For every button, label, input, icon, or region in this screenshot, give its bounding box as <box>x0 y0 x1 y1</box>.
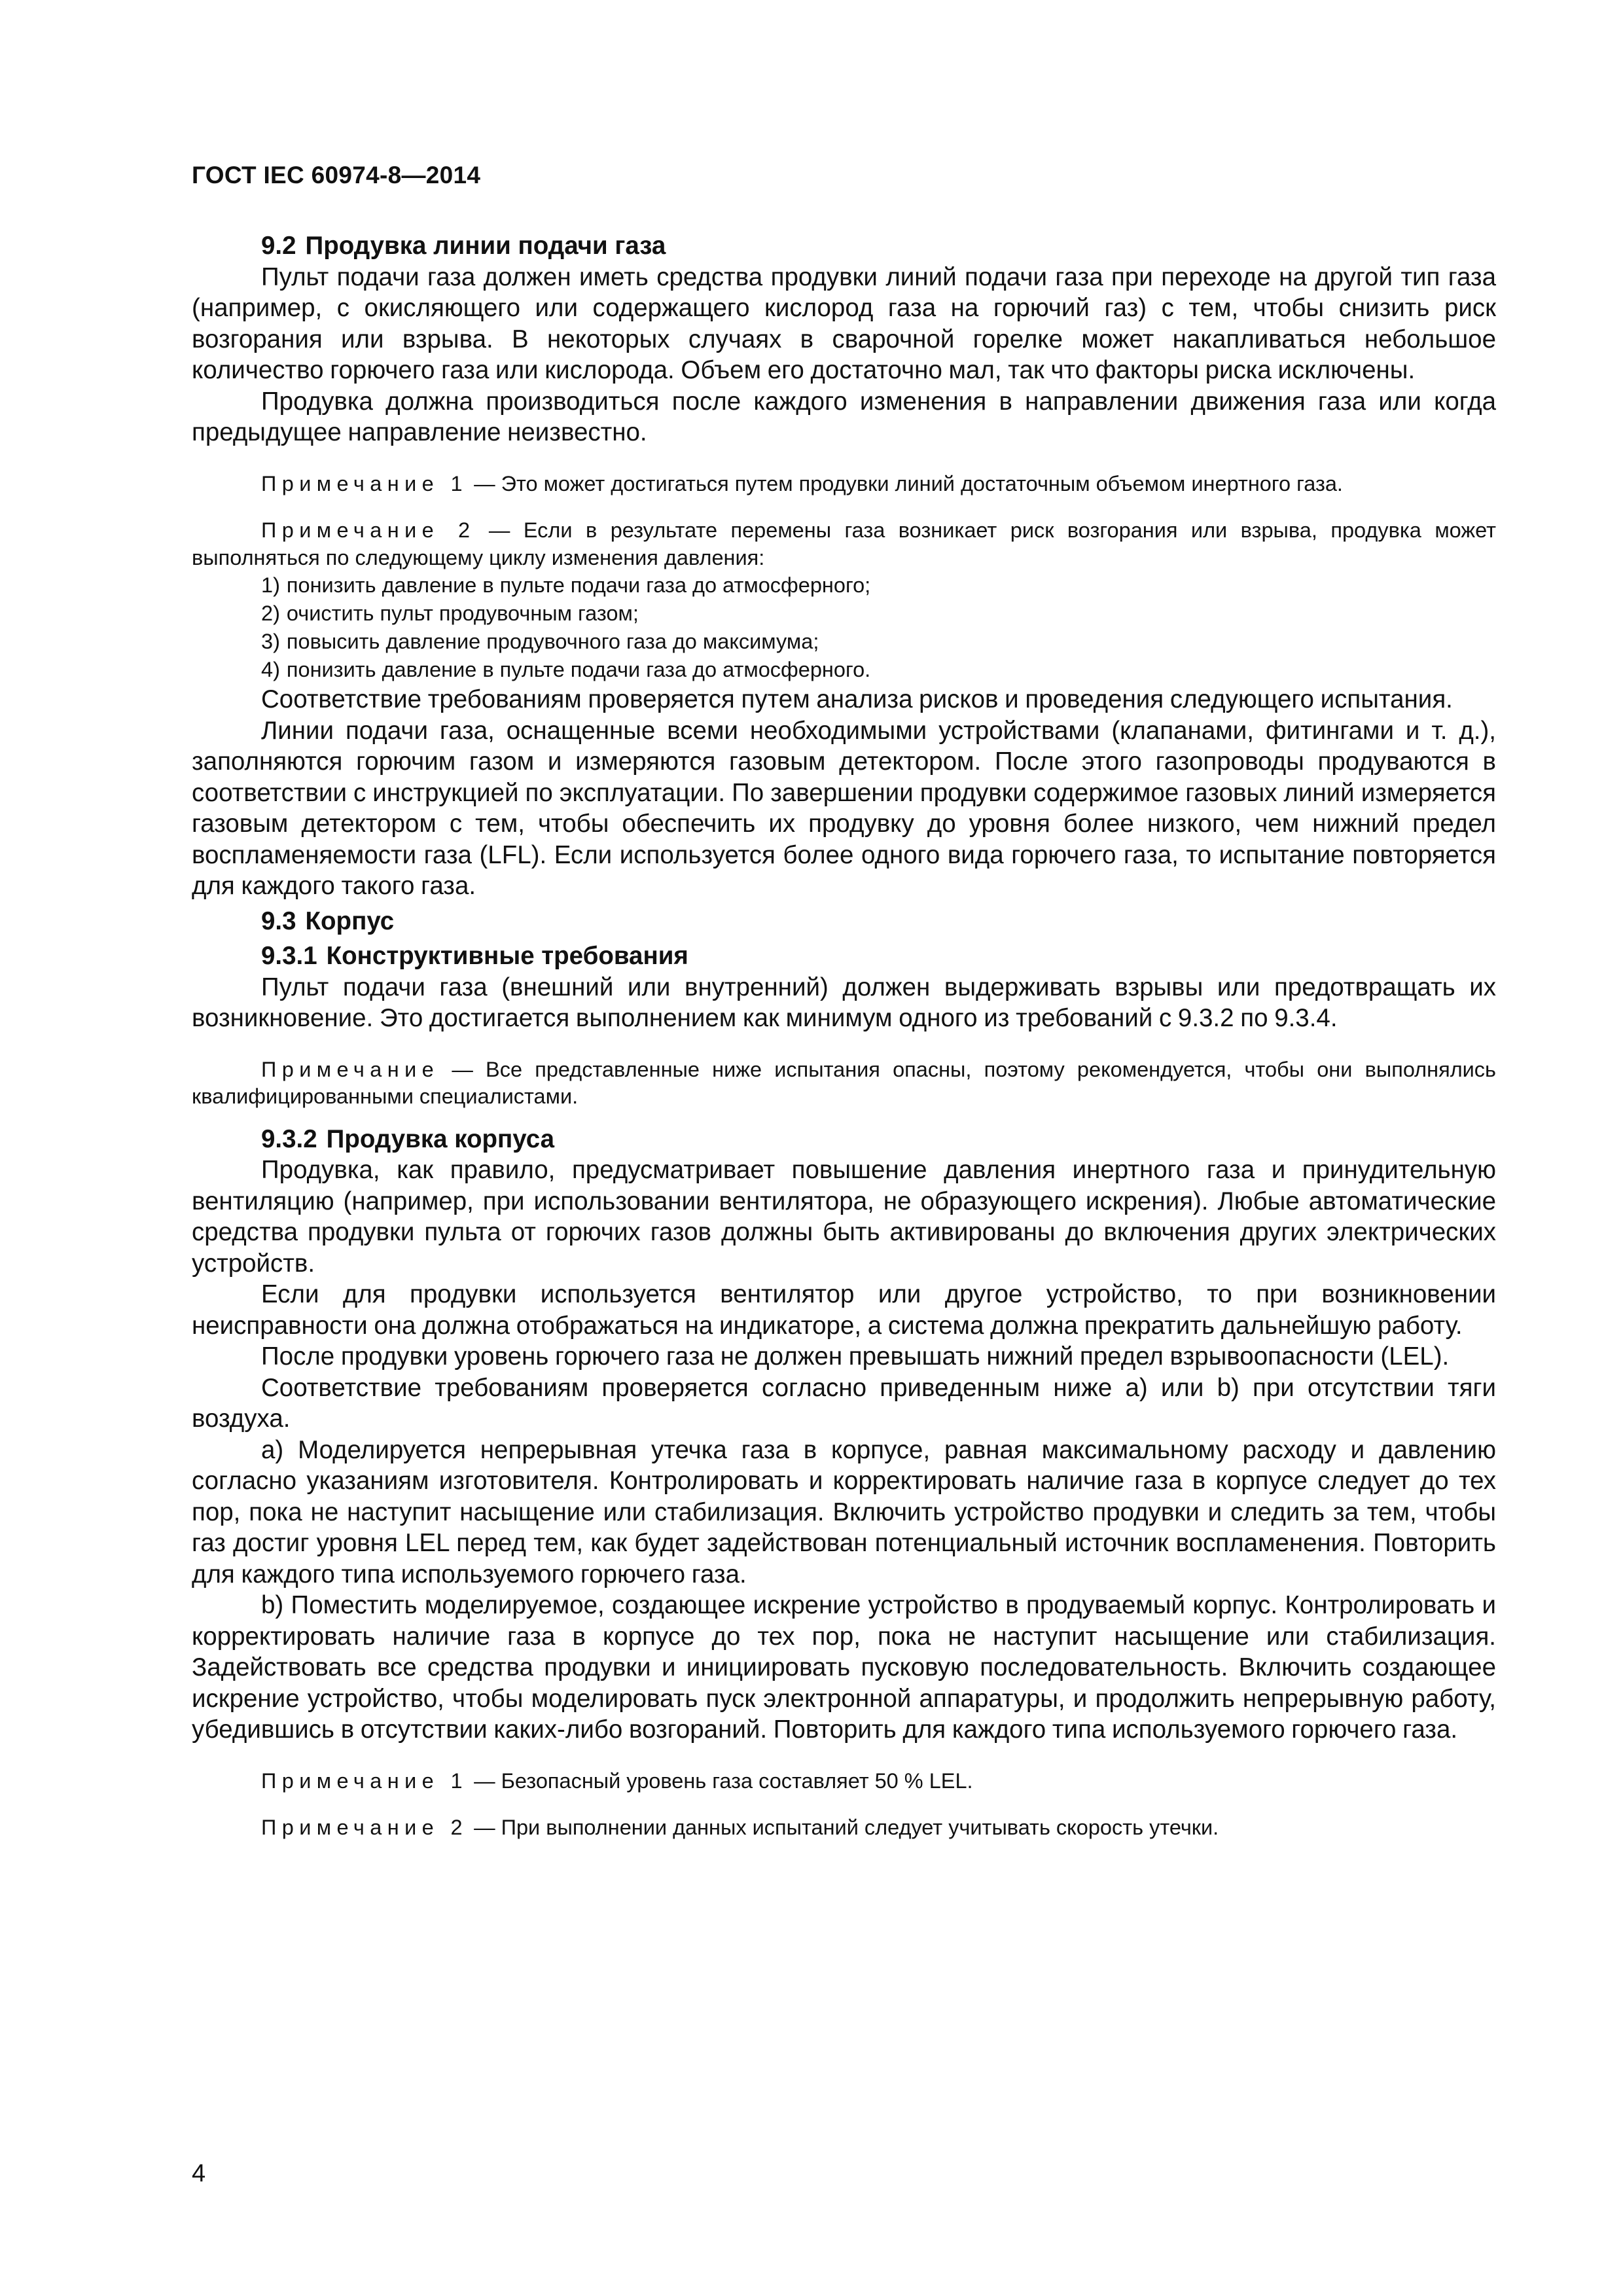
note-label: Примечание <box>261 1057 440 1081</box>
note-label: Примечание 2 <box>261 1816 469 1839</box>
section-9-2-heading <box>192 230 1496 262</box>
list-paragraph-b: b) Поместить моделируемое, создающее искрение устройство в продуваемый корпус. Контролировать и корректировать наличие газа в корпусе до тех пор, пока не наступит насыщение или стабилизация. Задействовать все средства продувки и инициировать пусковую последовательность. Включить создающее искрение устройство, чтобы моделировать пуск электронной аппаратуры, и продолжить непрерывную работу, убедившись в отсутствии каких-либо возгораний. Повторить для каждого типа используемого горючего газа. <box>192 1591 1496 1744</box>
list-item: 2) очистить пульт продувочным газом; <box>261 601 639 625</box>
note-text: — При выполнении данных испытаний следует учитывать скорость утечки. <box>474 1816 1219 1839</box>
paragraph: Соответствие требованиям проверяется путем анализа рисков и проведения следующего испытания. <box>261 685 1453 713</box>
section-title: Конструктивные требования <box>326 942 688 970</box>
note <box>192 1814 1496 1842</box>
section-9-3-2-heading <box>192 1124 1496 1155</box>
paragraph: Продувка, как правило, предусматривает повышение давления инертного газа и принудительную вентиляцию (например, при использовании вентилятора, не образующего искрения). Любые автоматические средства продувки пульта от горючих газов должны быть активированы до включения других электрических устройств. <box>192 1156 1496 1278</box>
note <box>192 517 1496 571</box>
document-body <box>192 226 1496 1842</box>
paragraph: Пульт подачи газа должен иметь средства продувки линий подачи газа при переходе на другой тип газа (например, с окисляющего или содержащего кислород газа на горючий газ) с тем, чтобы снизить риск возгорания или взрыва. В некоторых случаях в сварочной горелке может накапливаться небольшое количество горючего газа или кислорода. Объем его достаточно мал, так что факторы риска исключены. <box>192 262 1496 384</box>
note-list <box>192 571 1496 684</box>
section-title: Продувка линии подачи газа <box>305 232 666 260</box>
section-number: 9.3.1 <box>261 942 317 970</box>
section-title: Продувка корпуса <box>326 1124 555 1153</box>
paragraph: После продувки уровень горючего газа не должен превышать нижний предел взрывоопасности (LEL). <box>261 1342 1450 1371</box>
section-title: Корпус <box>305 906 395 935</box>
note <box>192 1056 1496 1111</box>
note-text: — Если в результате перемены газа возникает риск возгорания или взрыва, продувка может выполняться по следующему циклу изменения давления: <box>192 518 1496 569</box>
list-item: 1) понизить давление в пульте подачи газа до атмосферного; <box>261 573 871 597</box>
list-paragraph-a: a) Моделируется непрерывная утечка газа в корпусе, равная максимальному расходу и давлению согласно указаниям изготовителя. Контролировать и корректировать наличие газа в корпусе следует до тех пор, пока не наступит насыщение или стабилизация. Включить устройство продувки и следить за тем, чтобы газ достиг уровня LEL перед тем, как будет задействован потенциальный источник воспламенения. Повторить для каждого типа используемого горючего газа. <box>192 1435 1496 1588</box>
paragraph: Пульт подачи газа (внешний или внутренний) должен выдерживать взрывы или предотвращать их возникновение. Это достигается выполнением как минимум одного из требований с 9.3.2 по 9.3.4. <box>192 973 1496 1032</box>
note-text: — Безопасный уровень газа составляет 50 % LEL. <box>474 1768 973 1793</box>
paragraph: Линии подачи газа, оснащенные всеми необходимыми устройствами (клапанами, фитингами и т. д.), заполняются горючим газом и измеряются газовым детектором. После этого газопроводы продуваются в соответствии с инструкцией по эксплуатации. По завершении продувки содержимое газовых линий измеряется газовым детектором с тем, чтобы обеспечить их продувку до уровня более низкого, чем нижний предел воспламеняемости газа (LFL). Если используется более одного вида горючего газа, то испытание повторяется для каждого такого газа. <box>192 716 1496 900</box>
paragraph: Если для продувки используется вентилятор или другое устройство, то при возникновении неисправности она должна отображаться на индикаторе, а система должна прекратить дальнейшую работу. <box>192 1280 1496 1340</box>
document-header: ГОСТ IEC 60974-8—2014 <box>192 162 481 188</box>
list-item: 4) понизить давление в пульте подачи газа до атмосферного. <box>261 658 871 681</box>
list-item: 3) повысить давление продувочного газа до максимума; <box>261 630 819 653</box>
section-9-3-1-heading <box>192 941 1496 972</box>
note-text: — Все представленные ниже испытания опасны, поэтому рекомендуется, чтобы они выполнялись квалифицированными специалистами. <box>192 1057 1496 1108</box>
note-label: Примечание 1 <box>261 1768 469 1793</box>
section-9-3-heading <box>192 906 1496 937</box>
page-number: 4 <box>192 2160 206 2187</box>
paragraph: Продувка должна производиться после каждого изменения в направлении движения газа или когда предыдущее направление неизвестно. <box>192 387 1496 446</box>
note-text: — Это может достигаться путем продувки линий достаточным объемом инертного газа. <box>474 471 1343 495</box>
section-number: 9.3 <box>261 906 296 935</box>
section-number: 9.3.2 <box>261 1124 317 1153</box>
section-number: 9.2 <box>261 232 296 260</box>
note-label: Примечание 1 <box>261 471 469 495</box>
note-label: Примечание 2 <box>261 518 476 542</box>
paragraph: Соответствие требованиям проверяется согласно приведенным ниже a) или b) при отсутствии тяги воздуха. <box>192 1373 1496 1433</box>
note <box>192 471 1496 498</box>
note <box>192 1768 1496 1795</box>
